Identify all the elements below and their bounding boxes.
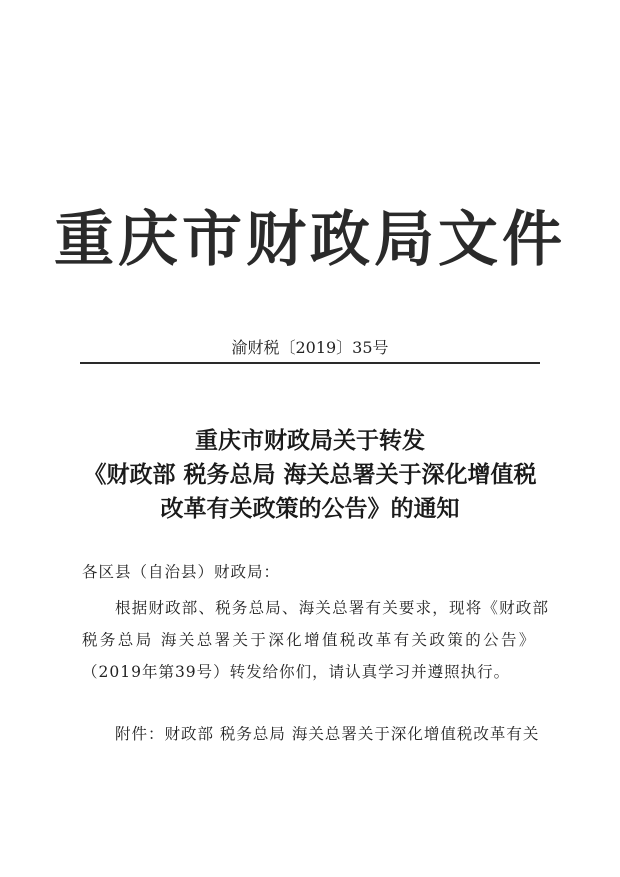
- body-paragraph-line-2: 税务总局 海关总署关于深化增值税改革有关政策的公告》: [82, 631, 537, 649]
- document-title-line-2: 《财政部 税务总局 海关总署关于深化增值税: [83, 461, 537, 488]
- document-title: [60, 424, 560, 526]
- separator-line: [80, 362, 540, 364]
- document-title-line-1: 重庆市财政局关于转发: [195, 427, 425, 454]
- issuing-authority-title: 重庆市财政局文件: [54, 205, 566, 275]
- attachment-line: 附件：财政部 税务总局 海关总署关于深化增值税改革有关: [115, 725, 540, 743]
- body-paragraph-line-1: 根据财政部、税务总局、海关总署有关要求，现将《财政部: [115, 599, 550, 617]
- document-title-line-3: 改革有关政策的公告》的通知: [160, 495, 460, 522]
- document-number: 渝财税〔2019〕35号: [231, 338, 389, 357]
- body-paragraph-line-3: （2019年第39号）转发给你们，请认真学习并遵照执行。: [82, 663, 511, 681]
- salutation: 各区县（自治县）财政局：: [82, 563, 281, 581]
